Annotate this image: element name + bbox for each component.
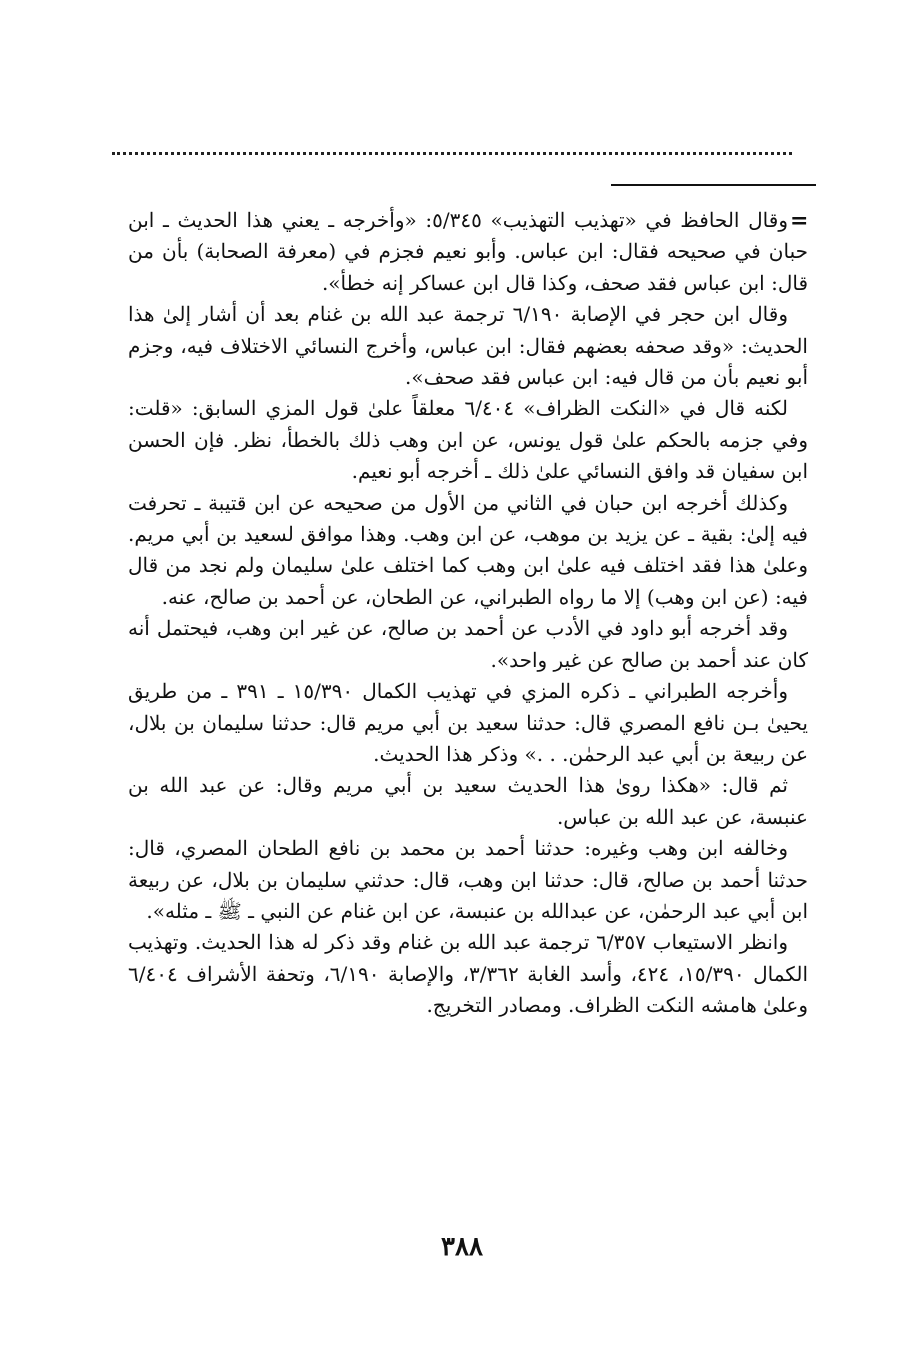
footnote-paragraph-9: وانظر الاستيعاب ٦/٣٥٧ ترجمة عبد الله بن غنام وقد ذكر له هذا الحديث. وتهذيب الكمال ١٥/٣٩٠، ٤٢٤، وأسد الغابة ٣/٣٦٢، والإصابة ٦/١٩٠، وتحفة الأشراف ٦/٤٠٤ وعلىٰ هامشه النكت الظراف. ومصادر التخريج. xyxy=(128,930,809,1018)
footnote-paragraph-5: وقد أخرجه أبو داود في الأدب عن أحمد بن صالح، عن غير ابن وهب، فيحتمل أنه كان عند أحمد بن صالح عن غير واحد». xyxy=(128,616,808,672)
footnotes-block xyxy=(128,205,808,1022)
page-number: ٣٨٨ xyxy=(441,1232,483,1262)
dotted-divider xyxy=(112,152,792,155)
continuation-mark: = xyxy=(790,208,809,234)
footnote-paragraph-8: وخالفه ابن وهب وغيره: حدثنا أحمد بن محمد بن نافع الطحان المصري، قال: حدثنا أحمد بن صالح، قال: حدثنا ابن وهب، قال: حدثني سليمان بن بلال، عن ربيعة ابن أبي عبد الرحمٰن، عن عبدالله بن عنبسة، عن ابن غنام عن النبي ـ ﷺ ـ مثله». xyxy=(128,836,808,923)
footnote-separator-rule xyxy=(611,184,816,186)
footnote-paragraph-4: وكذلك أخرجه ابن حبان في الثاني من الأول من صحيحه عن ابن قتيبة ـ تحرفت فيه إلىٰ: بقية ـ عن يزيد بن موهب، عن ابن وهب. وهذا موافق لسعيد بن أبي مريم. وعلىٰ هذا فقد اختلف فيه علىٰ ابن وهب كما اختلف علىٰ سليمان ولم نجد من قال فيه: (عن ابن وهب) إلا ما رواه الطبراني، عن الطحان، عن أحمد بن صالح، عنه. xyxy=(128,490,808,609)
footnote-paragraph-6: وأخرجه الطبراني ـ ذكره المزي في تهذيب الكمال ١٥/٣٩٠ ـ ٣٩١ ـ من طريق يحيىٰ بـن نافع المصري قال: حدثنا سعيد بن أبي مريم قال: حدثنا سليمان بن بلال، عن ربيعة بن أبي عبد الرحمٰن. . .» وذكر هذا الحديث. xyxy=(128,679,808,766)
footnote-paragraph-3: لكنه قال في «النكت الظراف» ٦/٤٠٤ معلقاً علىٰ قول المزي السابق: «قلت: وفي جزمه بالحكم علىٰ قول يونس، عن ابن وهب ذلك بالخطأ، نظر. فإن الحسن ابن سفيان قد وافق النسائي علىٰ ذلك ـ أخرجه أبو نعيم. xyxy=(128,396,808,484)
footnote-paragraph-1: وقال الحافظ في «تهذيب التهذيب» ٥/٣٤٥: «وأخرجه ـ يعني هذا الحديث ـ ابن حبان في صحيحه فقال: ابن عباس. وأبو نعيم فجزم في (معرفة الصحابة) بأن من قال: ابن عباس فقد صحف، وكذا قال ابن عساكر إنه خطأ». xyxy=(128,208,808,295)
footnote-paragraph-2: وقال ابن حجر في الإصابة ٦/١٩٠ ترجمة عبد الله بن غنام بعد أن أشار إلىٰ هذا الحديث: «وقد صحفه بعضهم فقال: ابن عباس، وأخرج النسائي الاختلاف فيه، وجزم أبو نعيم بأن من قال فيه: ابن عباس فقد صحف». xyxy=(128,302,808,390)
footnote-paragraph-7: ثم قال: «هكذا روىٰ هذا الحديث سعيد بن أبي مريم وقال: عن عبد الله بن عنبسة، عن عبد الله بن عباس. xyxy=(128,773,808,829)
